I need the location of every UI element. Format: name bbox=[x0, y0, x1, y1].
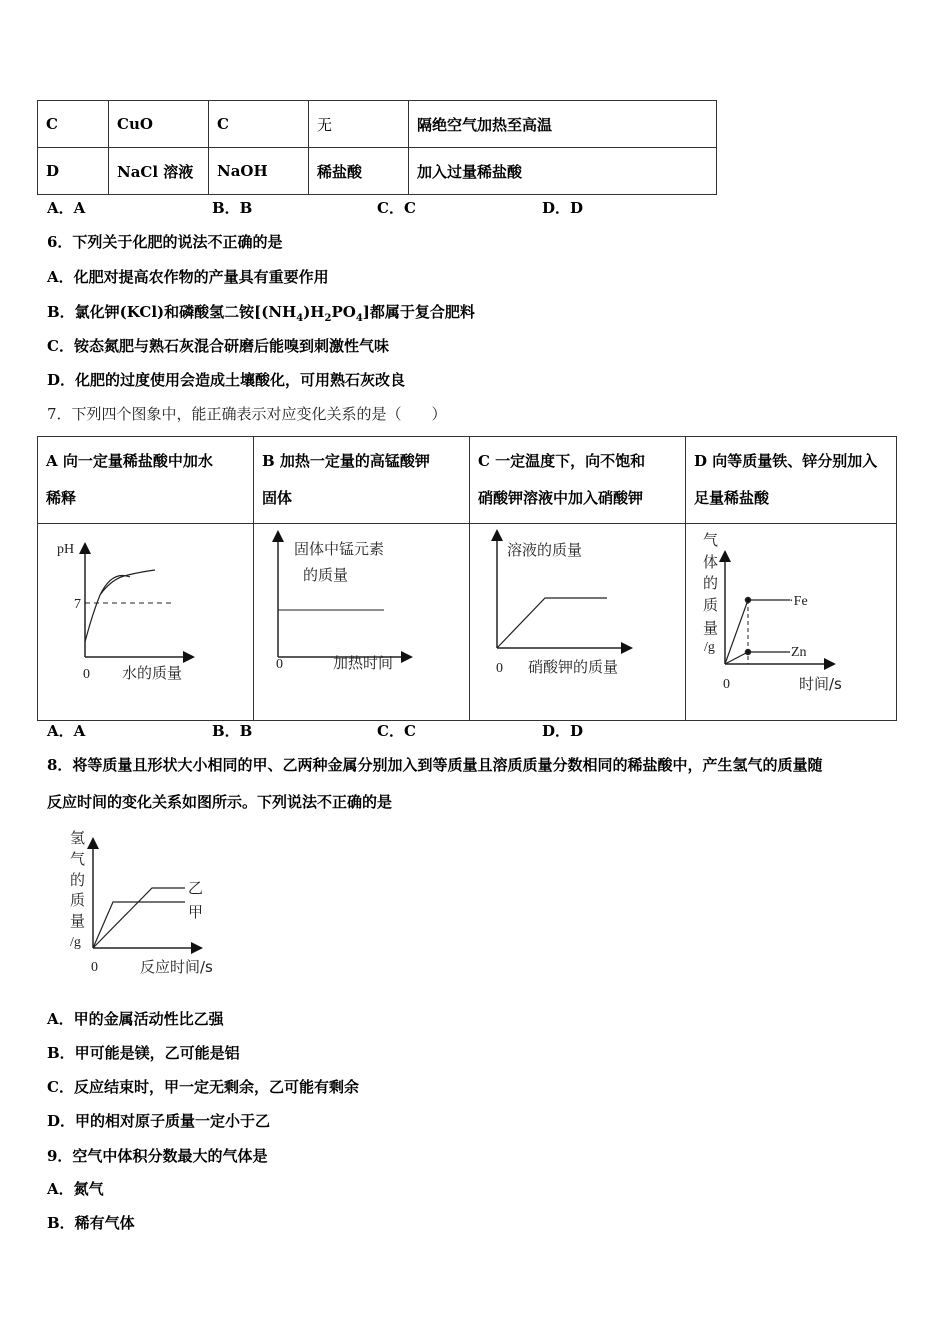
text: C 一定温度下，向不饱和 bbox=[478, 452, 646, 470]
text: 4 bbox=[296, 313, 304, 324]
option-c[interactable]: C．C bbox=[377, 722, 416, 740]
option-b[interactable]: B．稀有气体 bbox=[47, 1214, 135, 1232]
cell: NaOH bbox=[209, 148, 309, 195]
cell: 加入过量稀盐酸 bbox=[409, 148, 717, 195]
option-a[interactable]: A．化肥对提高农作物的产量具有重要作用 bbox=[47, 268, 329, 286]
option-b[interactable]: B．B bbox=[212, 199, 253, 217]
text: 足量稀盐酸 bbox=[694, 489, 770, 507]
option-c[interactable]: C．反应结束时，甲一定无剩余，乙可能有剩余 bbox=[47, 1078, 359, 1096]
graph-a bbox=[85, 545, 192, 657]
y-label: /g bbox=[704, 640, 715, 655]
option-d[interactable]: D．化肥的过度使用会造成土壤酸化，可用熟石灰改良 bbox=[47, 371, 406, 389]
cell: C bbox=[209, 101, 309, 148]
cell: NaCl 溶液 bbox=[109, 148, 209, 195]
fe-line bbox=[725, 600, 790, 664]
origin-label: 0 bbox=[276, 657, 283, 672]
text: A 向一定量稀盐酸中加水 bbox=[46, 452, 213, 470]
y-label: /g bbox=[70, 935, 81, 950]
jia-label: 甲 bbox=[188, 903, 204, 921]
text: 2 bbox=[324, 313, 332, 324]
origin-label: 0 bbox=[91, 960, 98, 975]
y-label: 气 bbox=[70, 850, 86, 868]
yi-line bbox=[93, 888, 185, 948]
option-c[interactable]: C．C bbox=[377, 199, 416, 217]
y-label: 的 bbox=[703, 574, 719, 592]
cell: 无 bbox=[309, 101, 409, 148]
tick-label: 7 bbox=[74, 597, 81, 612]
text: 硝酸钾溶液中加入硝酸钾 bbox=[478, 489, 644, 507]
y-label: 质 bbox=[703, 596, 719, 614]
graph-q8 bbox=[93, 840, 200, 948]
fe-point bbox=[746, 598, 751, 603]
y-label: 溶液的质量 bbox=[507, 541, 583, 559]
origin-label: 0 bbox=[83, 667, 90, 682]
cell: D bbox=[38, 148, 109, 195]
x-label: 水的质量 bbox=[122, 664, 183, 682]
text: B．氯化钾(KCl)和磷酸氢二铵[(NH bbox=[47, 303, 297, 321]
origin-label: 0 bbox=[496, 661, 503, 676]
text: )H bbox=[303, 303, 325, 321]
y-label: 气 bbox=[703, 531, 719, 549]
zn-point bbox=[746, 650, 751, 655]
text: PO bbox=[331, 303, 356, 321]
option-a[interactable]: A．氮气 bbox=[47, 1180, 104, 1198]
ph-curve bbox=[85, 570, 155, 642]
text: D 向等质量铁、锌分别加入 bbox=[694, 452, 878, 470]
text: ]都属于复合肥料 bbox=[362, 303, 475, 321]
y-label: 量 bbox=[70, 912, 86, 930]
yi-label: 乙 bbox=[188, 879, 204, 897]
question-8-line2: 反应时间的变化关系如图所示。下列说法不正确的是 bbox=[47, 793, 393, 811]
x-label: 硝酸钾的质量 bbox=[528, 658, 619, 676]
cell: 稀盐酸 bbox=[309, 148, 409, 195]
y-label: pH bbox=[57, 542, 75, 557]
option-d[interactable]: D．D bbox=[542, 722, 584, 740]
y-label: 体 bbox=[703, 553, 719, 571]
text: 固体 bbox=[262, 489, 293, 507]
cell: CuO bbox=[109, 101, 209, 148]
option-d[interactable]: D．甲的相对原子质量一定小于乙 bbox=[47, 1112, 271, 1130]
jia-line bbox=[93, 902, 185, 948]
y-label: 的 bbox=[70, 871, 86, 889]
option-a[interactable]: A．A bbox=[47, 199, 86, 217]
option-a[interactable]: A．A bbox=[47, 722, 86, 740]
cell: C bbox=[38, 101, 109, 148]
option-b[interactable]: B．B bbox=[212, 722, 253, 740]
option-b[interactable]: B．甲可能是镁，乙可能是铝 bbox=[47, 1044, 240, 1062]
origin-label: 0 bbox=[723, 677, 730, 692]
x-label: 反应时间/s bbox=[140, 958, 213, 976]
y-label: 氢 bbox=[70, 829, 86, 847]
zn-line bbox=[725, 652, 790, 664]
solution-mass-line bbox=[497, 598, 607, 648]
y-label: 的质量 bbox=[303, 566, 349, 584]
question-9-stem: 9．空气中体积分数最大的气体是 bbox=[47, 1147, 268, 1165]
option-c[interactable]: C．铵态氮肥与熟石灰混合研磨后能嗅到刺激性气味 bbox=[47, 337, 389, 355]
x-label: 加热时间 bbox=[333, 654, 394, 672]
text: B 加热一定量的高锰酸钾 bbox=[262, 452, 430, 470]
zn-label: Zn bbox=[791, 645, 807, 660]
text: 稀释 bbox=[46, 489, 77, 507]
cell: 隔绝空气加热至高温 bbox=[409, 101, 717, 148]
option-a[interactable]: A．甲的金属活动性比乙强 bbox=[47, 1010, 224, 1028]
question-8-line1: 8．将等质量且形状大小相同的甲、乙两种金属分别加入到等质量且溶质质量分数相同的稀盐酸中，产生氢气的质量随 bbox=[47, 756, 823, 774]
question-6-stem: 6．下列关于化肥的说法不正确的是 bbox=[47, 233, 283, 251]
y-label: 固体中锰元素 bbox=[294, 540, 385, 558]
question-7-stem: 7．下列四个图象中，能正确表示对应变化关系的是（ ） bbox=[47, 405, 447, 423]
y-label: 质 bbox=[70, 891, 86, 909]
graph-d bbox=[725, 553, 833, 664]
option-d[interactable]: D．D bbox=[542, 199, 584, 217]
y-label: 量 bbox=[703, 619, 719, 637]
fe-label: ·Fe bbox=[789, 594, 808, 609]
text: 4 bbox=[355, 313, 363, 324]
x-label: 时间/s bbox=[799, 675, 842, 693]
